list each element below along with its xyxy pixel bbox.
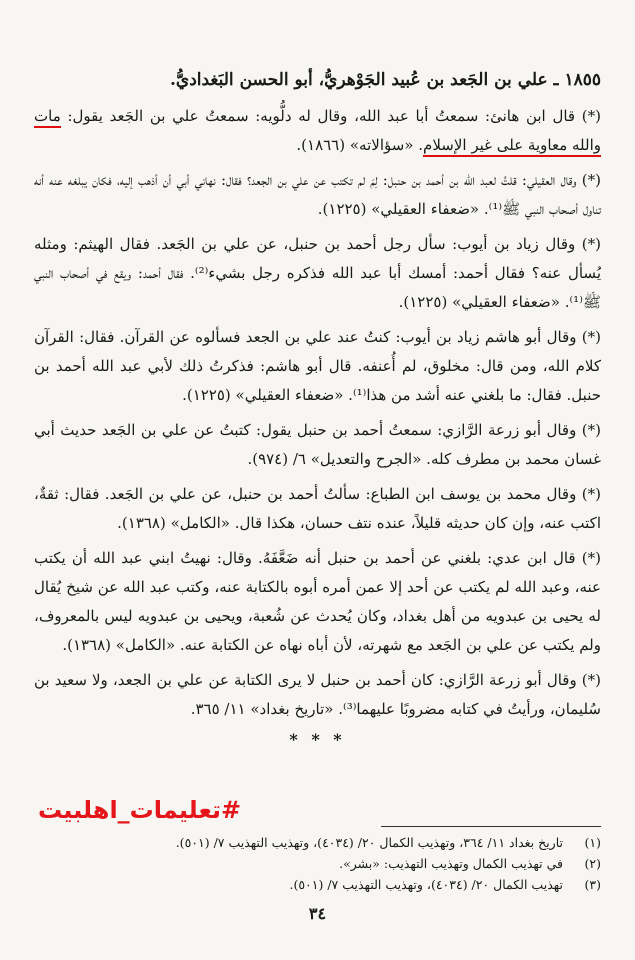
footnote-text: تهذيب الكمال ٢٠/ (٤٠٣٤)، وتهذيب التهذيب ٧/ (٥٠١). xyxy=(289,877,563,892)
footnote-item xyxy=(34,853,601,874)
footnote-number: (١) xyxy=(584,835,601,850)
footnote-item xyxy=(34,832,601,853)
footnote-text: تاريخ بغداد ١١/ ٣٦٤، وتهذيب الكمال ٢٠/ (٤٠٣٤)، وتهذيب التهذيب ٧/ (٥٠١). xyxy=(175,835,563,850)
paragraph-2: (*) وقال العقيلي: قلتُ لعبد الله بن أحمد بن حنبل: لِمَ لم تكتب عن علي بن الجعد؟ فقال: نهاني أبي أن أذهب إليه، فكان يبلغه عنه أنه تناول أصحاب النبي ﷺ⁽¹⁾. «ضعفاء العقيلي» (١٢٢٥). xyxy=(34,170,601,218)
paragraph-7: (*) قال ابن عدي: بلغني عن أحمد بن حنبل أنه ضَعَّفَهُ. وقال: نهيتُ ابني عبد الله أن يكتب عنه، وعبد الله لم يكتب عن أحد إلا عمن أمره أبوه بالكتابة عنه، وكتب عبد الله عن شيخ يُقال له يحيى بن عبدويه من أهل بغداد، وكان يُحدث عن شُعبة، ويحيى بن عبدويه ليس بالمعروف، ولم يكتب عن علي بن الجَعد مع شهرته، لأن أباه نهاه عن الكتابة عنه. «الكامل» (١٣٦٨). xyxy=(34,548,601,654)
section-separator: * * * xyxy=(289,729,346,749)
entry-title: ١٨٥٥ ـ علي بن الجَعد بن عُبيد الجَوْهريُّ، أبو الحسن البَغداديُّ. xyxy=(169,70,601,90)
highlighted-quote: مات والله معاوية على غير الإسلام xyxy=(34,107,601,157)
footnote-number: (٢) xyxy=(584,856,601,871)
paragraph-1-after: . «سؤالاته» (١٨٦٦). xyxy=(296,135,424,154)
footnote-item xyxy=(34,874,601,895)
watermark-hashtag: #تعليمات_اهلبيت xyxy=(38,796,242,824)
footnote-number: (٣) xyxy=(584,877,601,892)
footnotes xyxy=(34,832,601,895)
paragraph-1 xyxy=(34,102,601,160)
page-number: ٣٤ xyxy=(308,904,327,923)
footnote-text: في تهذيب الكمال وتهذيب التهذيب: «بشر». xyxy=(339,856,563,871)
paragraph-4: (*) وقال أبو هاشم زياد بن أيوب: كنتُ عند علي بن الجعد فسألوه عن القرآن. فقال: القرآن كلام الله، ومن قال: مخلوق، لم أُعنفه. قال أبو هاشم: فذكرتُ ذلك لأبي عبد الله أحمد بن حنبل. فقال: ما بلغني عنه أشد من هذا⁽¹⁾. «ضعفاء العقيلي» (١٢٢٥). xyxy=(34,327,601,404)
paragraph-5: (*) وقال أبو زرعة الرَّازي: سمعتُ أحمد بن حنبل يقول: كتبتُ عن علي بن الجَعد حديث أبي غسان محمد بن مطرف كله. «الجرح والتعديل» ٦/ (٩٧٤). xyxy=(34,420,601,468)
paragraph-8: (*) وقال أبو زرعة الرَّازي: كان أحمد بن حنبل لا يرى الكتابة عن علي بن الجعد، ولا سعيد بن سُليمان، ورأيتُ في كتابه مضروبًا عليهما⁽³⁾. «تاريخ بغداد» ١١/ ٣٦٥. xyxy=(34,670,601,718)
footnote-divider xyxy=(381,826,601,827)
paragraph-6: (*) وقال محمد بن يوسف ابن الطباع: سألتُ أحمد بن حنبل، عن علي بن الجَعد. فقال: ثقةٌ، اكتب عنه، وإن كان حديثه قليلاً، عنده نتف حسان، هكذا قال. «الكامل» (١٣٦٨). xyxy=(34,484,601,532)
paragraph-3: (*) وقال زياد بن أيوب: سأل رجل أحمد بن حنبل، عن علي بن الجَعد. فقال الهيثم: ومثله يُسأل عنه؟ فقال أحمد: أمسك أبا عبد الله فذكره رجل بشيء⁽²⁾. فقال أحمد: ويقع في أصحاب النبي ﷺ⁽¹⁾. «ضعفاء العقيلي» (١٢٢٥). xyxy=(34,234,601,311)
paragraph-1-before: (*) قال ابن هانئ: سمعتُ أبا عبد الله، وقال له دلُّويه: سمعتُ علي بن الجَعد يقول: xyxy=(60,106,601,125)
